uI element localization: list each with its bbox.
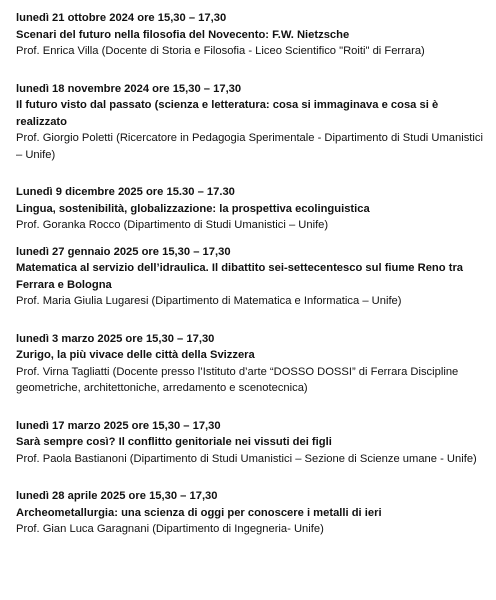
event-entry-6 <box>16 418 488 468</box>
event-title: Scenari del futuro nella filosofia del Novecento: F.W. Nietzsche <box>16 28 350 41</box>
event-entry-2 <box>16 81 488 164</box>
event-title: Sarà sempre così? Il conflitto genitoriale nei vissuti dei figli <box>16 436 332 448</box>
event-date: lunedì 28 aprile 2025 ore 15,30 – 17,30 <box>16 490 218 502</box>
event-entry-4 <box>16 244 488 310</box>
event-speaker: Prof. Paola Bastianoni (Dipartimento di Studi Umanistici – Sezione di Scienze umane - Unife) <box>16 452 477 465</box>
event-speaker: Prof. Giorgio Poletti (Ricercatore in Pedagogia Sperimentale - Dipartimento di Studi Umanistici – Unife) <box>16 132 483 161</box>
event-entry-3 <box>16 184 488 234</box>
event-date: lunedì 21 ottobre 2024 ore 15,30 – 17,30 <box>16 12 227 24</box>
event-title: Lingua, sostenibilità, globalizzazione: la prospettiva ecolinguistica <box>16 202 370 215</box>
event-speaker: Prof. Maria Giulia Lugaresi (Dipartimento di Matematica e Informatica – Unife) <box>16 295 402 307</box>
event-title: Zurigo, la più vivace delle città della Svizzera <box>16 349 255 361</box>
event-entry-7 <box>16 488 488 538</box>
event-date: Lunedì 9 dicembre 2025 ore 15.30 – 17.30 <box>16 186 235 198</box>
event-title: Il futuro visto dal passato (scienza e letteratura: cosa si immaginava e cosa si è realizzato <box>16 99 439 128</box>
event-title: Archeometallurgia: una scienza di oggi per conoscere i metalli di ieri <box>16 506 382 519</box>
event-date: lunedì 3 marzo 2025 ore 15,30 – 17,30 <box>16 332 215 345</box>
event-date: lunedì 18 novembre 2024 ore 15,30 – 17,30 <box>16 82 242 95</box>
event-entry-5 <box>16 331 488 397</box>
event-date: lunedì 17 marzo 2025 ore 15,30 – 17,30 <box>16 419 221 432</box>
event-speaker: Prof. Enrica Villa (Docente di Storia e Filosofia - Liceo Scientifico "Roiti" di Ferrara) <box>16 45 425 57</box>
event-title: Matematica al servizio dell’idraulica. Il dibattito sei-settecentesco sul fiume Reno tra Ferrara e Bologna <box>16 262 464 291</box>
event-speaker: Prof. Gian Luca Garagnani (Dipartimento di Ingegneria- Unife) <box>16 523 324 535</box>
event-speaker: Prof. Virna Tagliatti (Docente presso l’Istituto d’arte “DOSSO DOSSI” di Ferrara Discipline geometriche, architettoniche, arredamento e scenotecnica) <box>16 365 459 394</box>
event-speaker: Prof. Goranka Rocco (Dipartimento di Studi Umanistici – Unife) <box>16 219 329 231</box>
event-date: lunedì 27 gennaio 2025 ore 15,30 – 17,30 <box>16 245 231 258</box>
event-entry-1 <box>16 10 488 60</box>
